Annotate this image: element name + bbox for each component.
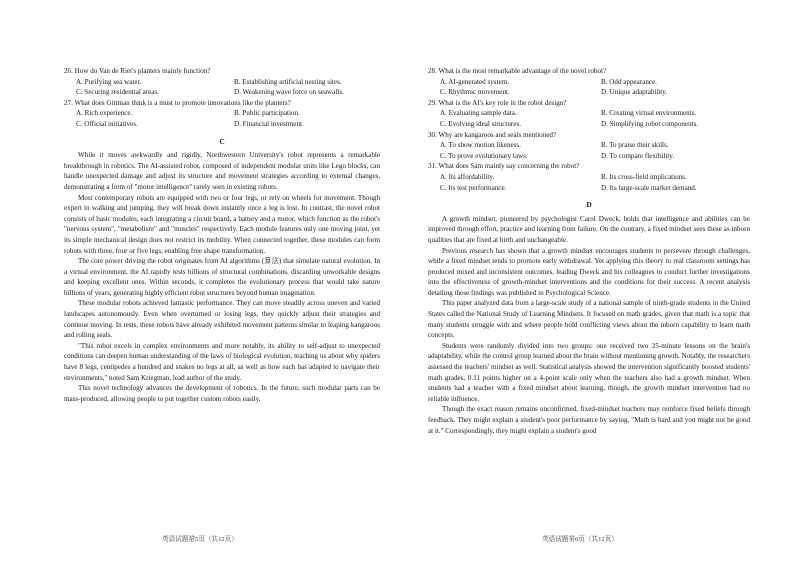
option-a: A. Rich experience. (76, 109, 133, 118)
question-stem: 27. What does Gittman think is a must to promote innovations like the planters? (64, 98, 291, 107)
option-c: C. Rhythmic movement. (440, 88, 510, 97)
options (428, 140, 750, 161)
option-d: D. To compare flexibility. (601, 151, 675, 160)
question-27 (64, 98, 380, 130)
passage-paragraph: This paper analyzed data from a large-scale study of a national sample of ninth-grade students in the United States called the National Study of Learning Mindsets. It focused on math grades, given that math is a topic that many students struggle with and where people hold conflicting views about the inborn capability to learn math concepts. (428, 299, 750, 340)
option-c: C. Evolving ideal structures. (440, 119, 521, 128)
question-stem: 31. What does Sam mainly say concerning the robot? (428, 162, 580, 171)
options (64, 77, 380, 98)
left-column (64, 66, 380, 404)
page-footer: 英语试题第6页（共12页） (542, 536, 618, 543)
option-d: D. Simplifying robot components. (601, 119, 699, 128)
passage-paragraph: "This robot excels in complex environments and more notably, its ability to self-adjust to unexpected conditions can deepen human understanding of the laws of biological evolution, teaching us about why spiders have 8 legs, centipedes a hundred and snakes no legs at all, as well as how each has adapted to navigate their environments," noted Sam Kriegman, lead author of the study. (64, 341, 380, 382)
passage-paragraph: Students were randomly divided into two groups: one received two 25-minute lessons on the brain's adaptability, while the control group learned about the brain without mentioning growth. Notably, the researchers assessed the teachers' mindset as well. Statistical analysis showed the intervention significantly boosted students' math grades, 0.11 points higher on a 4-point scale only when the teachers also had a growth mindset. When students had a teacher with a fixed mindset about learning, though, the growth mindset intervention had no reliable influence. (428, 341, 750, 403)
section-heading: C (219, 136, 225, 146)
option-b: B. Odd appearance. (601, 77, 657, 86)
option-a: A. AI-generated system. (440, 77, 509, 86)
passage-paragraph: Most contemporary robots are equipped with two or four legs, or rely on wheels for movement. Though expert in walking and jumping, they will break down instantly once a leg is lost. In contrast, the novel robot consists of basic modules, each integrating a circuit board, a battery and a motor, which function as the robot's "nervous system", "metabolism" and "muscles" respectively. Each module features only one moving joint, yet its simple mechanical design does not restrict its mobility. When connected together, these modules can form robots with three, four or five legs, enabling free shape transformation. (64, 193, 380, 255)
option-d: D. Financial investment. (234, 119, 304, 128)
option-b: B. Creating virtual environments. (601, 109, 697, 118)
option-a: A. Purifying sea water. (76, 77, 142, 86)
right-column (428, 66, 750, 436)
option-d: D. Weakening wave force on seawalls. (234, 88, 344, 97)
question-stem: 29. What is the AI's key role in the robot design? (428, 98, 567, 107)
option-d: D. Its large-scale market demand. (601, 183, 697, 192)
passage-paragraph: Previous research has shown that a growth mindset encourages students to persevere through challenges, while a fixed mindset tends to promote early withdrawal. Yet applying this theory to real classroom settings has produced mixed and inconsistent outcomes, leading Dweck and his colleagues to conduct further investigations into the effectiveness of growth-mindset interventions and the conditions for their success. A recent analysis detailing these findings was published in Psychological Science. (428, 246, 750, 297)
option-c: C. To prove evolutionary laws. (440, 151, 528, 160)
question-stem: 30. Why are kangaroos and seals mentioned? (428, 130, 557, 139)
option-b: B. Establishing artificial nesting sites. (234, 77, 342, 86)
page-footer: 英语试题第5页（共12页） (162, 536, 238, 543)
option-b: B. To praise their skills. (601, 141, 669, 150)
options (428, 172, 750, 193)
options (428, 77, 750, 98)
question-stem: 26. How do Van de Riet's planters mainly function? (64, 67, 211, 75)
option-b: B. Its cross-field implications. (601, 172, 687, 181)
passage-paragraph: These modular robots achieved fantastic performance. They can move steadily across uneven and varied landscapes autonomously. Even when overturned or losing legs, they quickly adjust their strategies and continue moving. In tests, these robots have already exhibited movement patterns similar to leaping kangaroos and rolling seals. (64, 299, 380, 340)
passage-paragraph: The core power driving the robot originates from AI algorithms (算法) that simulate natural evolution. In a virtual environment, the AI rapidly tests billions of structural combinations, discarding unworkable designs and keeping excellent ones. Within seconds, it completes the evolutionary process that would take nature billions of years, generating highly efficient robot structures beyond human imagination. (64, 257, 380, 297)
question-26 (64, 66, 380, 98)
passage-paragraph: A growth mindset, pioneered by psychologist Carol Dweck, holds that intelligence and abilities can be improved through effort, practice and learning from failure. On the contrary, a fixed mindset sees these as inborn qualities that are fixed at birth and unchangeable. (428, 214, 750, 244)
question-stem: 28. What is the most remarkable advantage of the novel robot? (428, 67, 607, 75)
question-28 (428, 66, 750, 98)
options (64, 108, 380, 129)
section-heading: D (586, 200, 592, 210)
question-30 (428, 130, 750, 162)
option-b: B. Public participation. (234, 109, 300, 118)
option-a: A. Its affordability. (440, 172, 495, 181)
option-c: C. Official initiatives. (76, 119, 138, 128)
option-d: D. Unique adaptability. (601, 88, 668, 97)
option-c: C. Its test performance. (440, 183, 507, 192)
option-a: A. To show motion likeness. (440, 141, 521, 150)
question-29 (428, 98, 750, 130)
question-31 (428, 161, 750, 193)
right-page (400, 0, 800, 566)
passage-paragraph: While it moves awkwardly and rigidly, Northwestern University's robot represents a remarkable breakthrough in robotics. The AI-assisted robot, composed of independent modular units like Lego blocks, can handle unexpected damage and adjust its structure and movement strategies according to external changes, demonstrating a form of "motor intelligence" rarely seen in existing robots. (64, 151, 380, 191)
passage-paragraph: Though the exact reason remains unconfirmed, fixed-mindset teachers may reinforce fixed beliefs through feedback. They might explain a student's poor performance by saying, "Math is hard and you might not be good at it." Correspondingly, they might explain a student's good (428, 405, 750, 435)
option-c: C. Securing residential areas. (76, 88, 159, 97)
options (428, 108, 750, 129)
option-a: A. Evaluating sample data. (440, 109, 517, 118)
passage-paragraph: This novel technology advances the development of robotics. In the future, such modular parts can be mass-produced, allowing people to put together custom robots easily. (64, 384, 380, 403)
